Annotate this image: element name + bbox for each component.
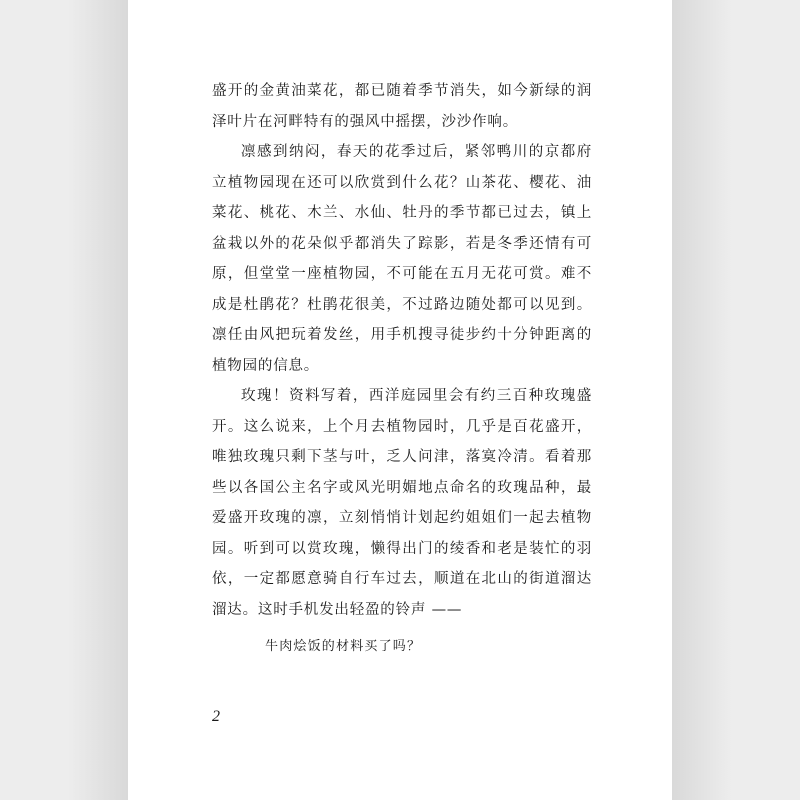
page-number: 2	[212, 708, 220, 725]
paragraph-2: 凛感到纳闷，春天的花季过后，紧邻鸭川的京都府立植物园现在还可以欣赏到什么花？山茶花、樱花、油菜花、桃花、木兰、水仙、牡丹的季节都已过去，镇上盆栽以外的花朵似乎都消失了踪影，若是冬季还情有可原，但堂堂一座植物园，不可能在五月无花可赏。难不成是杜鹃花？杜鹃花很美，不过路边随处都可以见到。凛任由风把玩着发丝，用手机搜寻徒步约十分钟距离的植物园的信息。	[212, 144, 592, 374]
phone-message: 牛肉烩饭的材料买了吗？	[265, 639, 422, 654]
book-page	[128, 0, 672, 800]
body-text	[212, 76, 592, 625]
paragraph-3: 玫瑰！资料写着，西洋庭园里会有约三百种玫瑰盛开。这么说来，上个月去植物园时，几乎是百花盛开，唯独玫瑰只剩下茎与叶，乏人问津，落寞冷清。看着那些以各国公主名字或风光明媚地点命名的玫瑰品种，最爱盛开玫瑰的凛，立刻悄悄计划起约姐姐们一起去植物园。听到可以赏玫瑰，懒得出门的绫香和老是装忙的羽依，一定都愿意骑自行车过去，顺道在北山的街道溜达溜达。这时手机发出轻盈的铃声 ——	[212, 388, 592, 618]
page-shadow-right	[672, 0, 732, 800]
paragraph-1: 盛开的金黄油菜花，都已随着季节消失，如今新绿的润泽叶片在河畔特有的强风中摇摆，沙沙作响。	[212, 83, 592, 130]
page-shadow-left	[68, 0, 128, 800]
